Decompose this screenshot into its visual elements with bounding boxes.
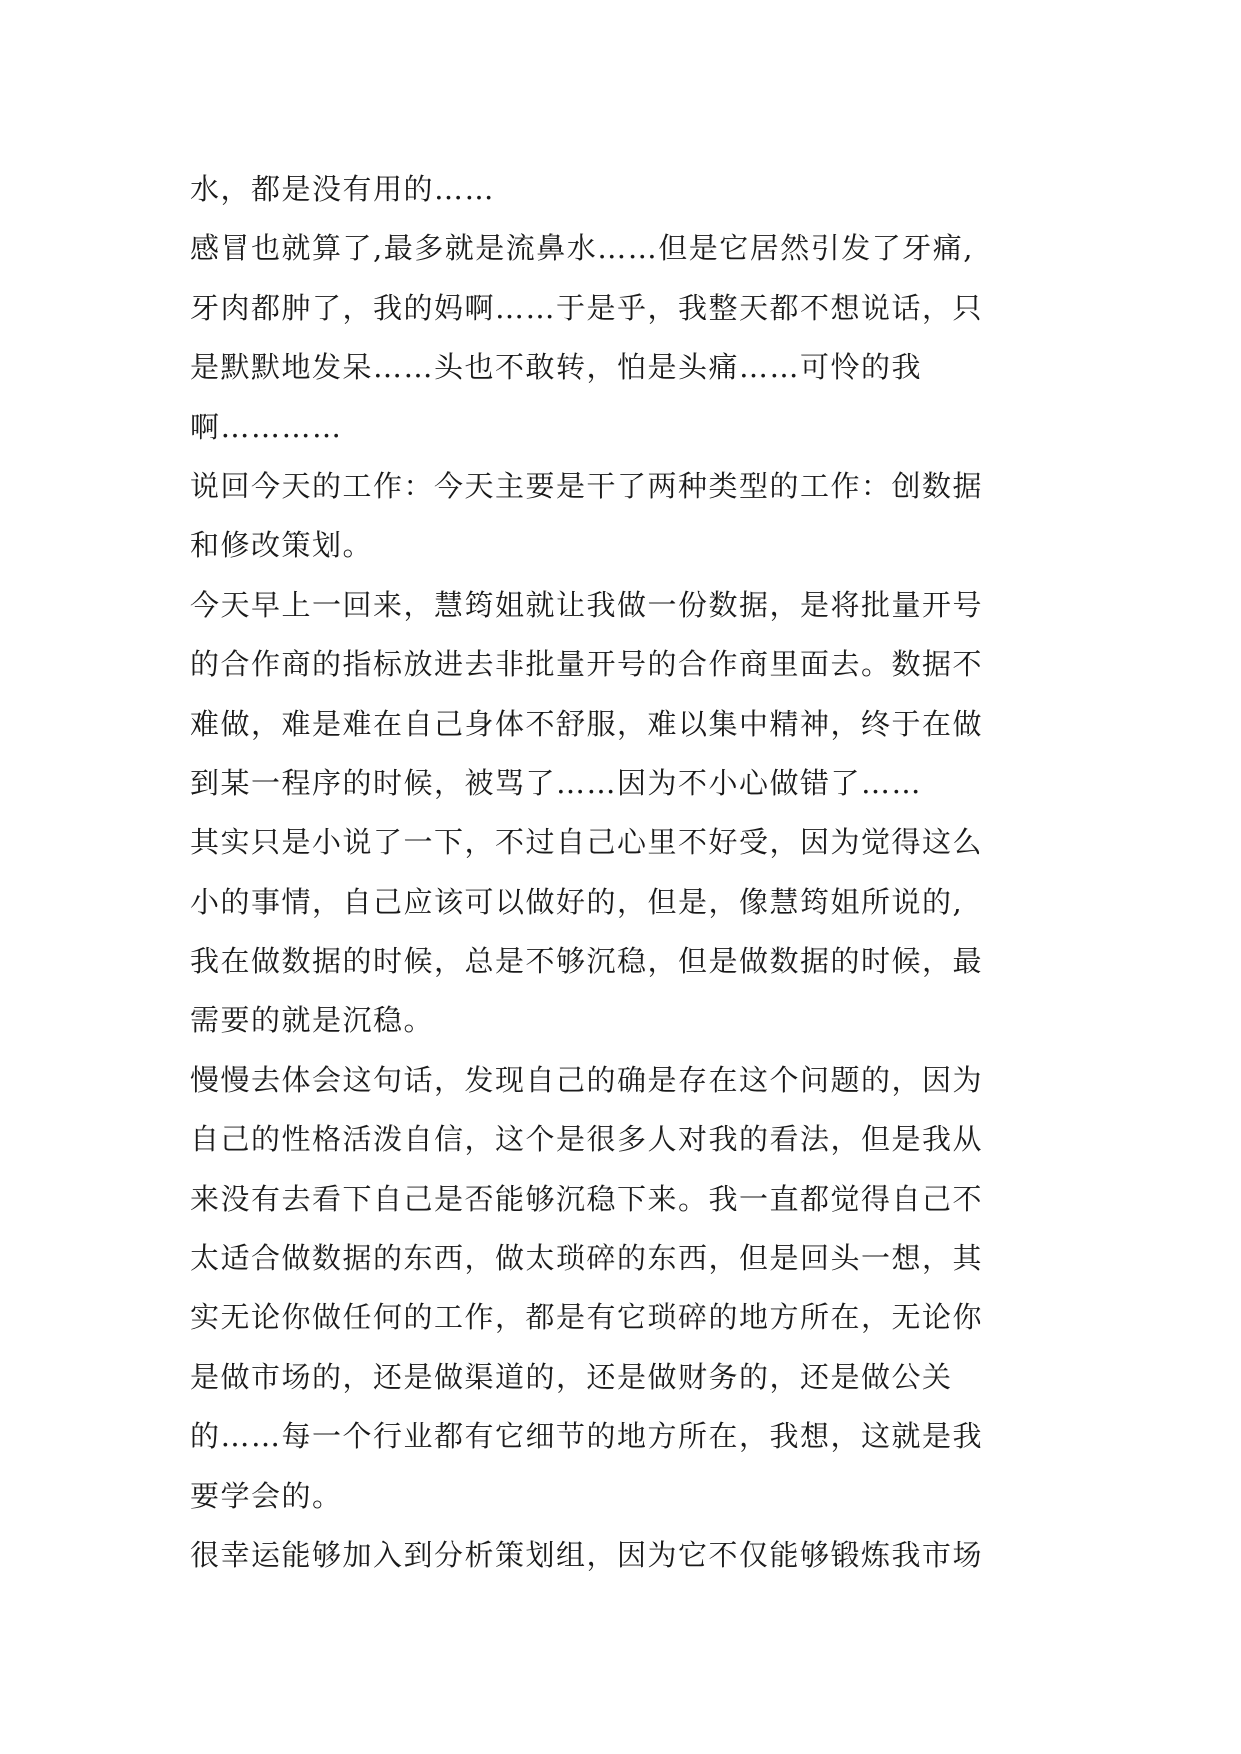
text-line: 今天早上一回来，慧筠姐就让我做一份数据，是将批量开号 (190, 587, 984, 622)
text-line: 需要的就是沉稳。 (190, 1003, 435, 1038)
text-line: 其实只是小说了一下，不过自己心里不好受，因为觉得这么 (190, 825, 984, 860)
text-line: 慢慢去体会这句话，发现自己的确是存在这个问题的，因为 (190, 1062, 984, 1097)
text-line: 实无论你做任何的工作，都是有它琐碎的地方所在，无论你 (190, 1300, 984, 1335)
text-line: 来没有去看下自己是否能够沉稳下来。我一直都觉得自己不 (190, 1181, 984, 1216)
text-line: 说回今天的工作：今天主要是干了两种类型的工作：创数据 (190, 468, 984, 503)
text-line: 水，都是没有用的…… (190, 172, 496, 206)
text-line: 到某一程序的时候，被骂了……因为不小心做错了…… (190, 765, 923, 800)
text-line: 啊………… (190, 409, 343, 444)
body-text (190, 160, 1080, 1585)
text-line: 感冒也就算了,最多就是流鼻水……但是它居然引发了牙痛, (190, 231, 974, 266)
text-line: 牙肉都肿了，我的妈啊……于是乎，我整天都不想说话，只 (190, 290, 984, 325)
text-line: 是做市场的，还是做渠道的，还是做财务的，还是做公关 (190, 1359, 953, 1394)
text-line: 小的事情，自己应该可以做好的，但是，像慧筠姐所说的, (190, 884, 964, 919)
text-line: 难做，难是难在自己身体不舒服，难以集中精神，终于在做 (190, 706, 984, 741)
text-line: 是默默地发呆……头也不敢转，怕是头痛……可怜的我 (190, 350, 923, 385)
text-line: 自己的性格活泼自信，这个是很多人对我的看法，但是我从 (190, 1122, 984, 1157)
text-line: 要学会的。 (190, 1478, 343, 1513)
text-line: 我在做数据的时候，总是不够沉稳，但是做数据的时候，最 (190, 944, 984, 979)
text-line: 的……每一个行业都有它细节的地方所在，我想，这就是我 (190, 1419, 984, 1454)
text-line: 很幸运能够加入到分析策划组，因为它不仅能够锻炼我市场 (190, 1537, 984, 1572)
text-line: 和修改策划。 (190, 528, 374, 563)
text-line: 太适合做数据的东西，做太琐碎的东西，但是回头一想，其 (190, 1241, 984, 1276)
text-line: 的合作商的指标放进去非批量开号的合作商里面去。数据不 (190, 647, 984, 682)
